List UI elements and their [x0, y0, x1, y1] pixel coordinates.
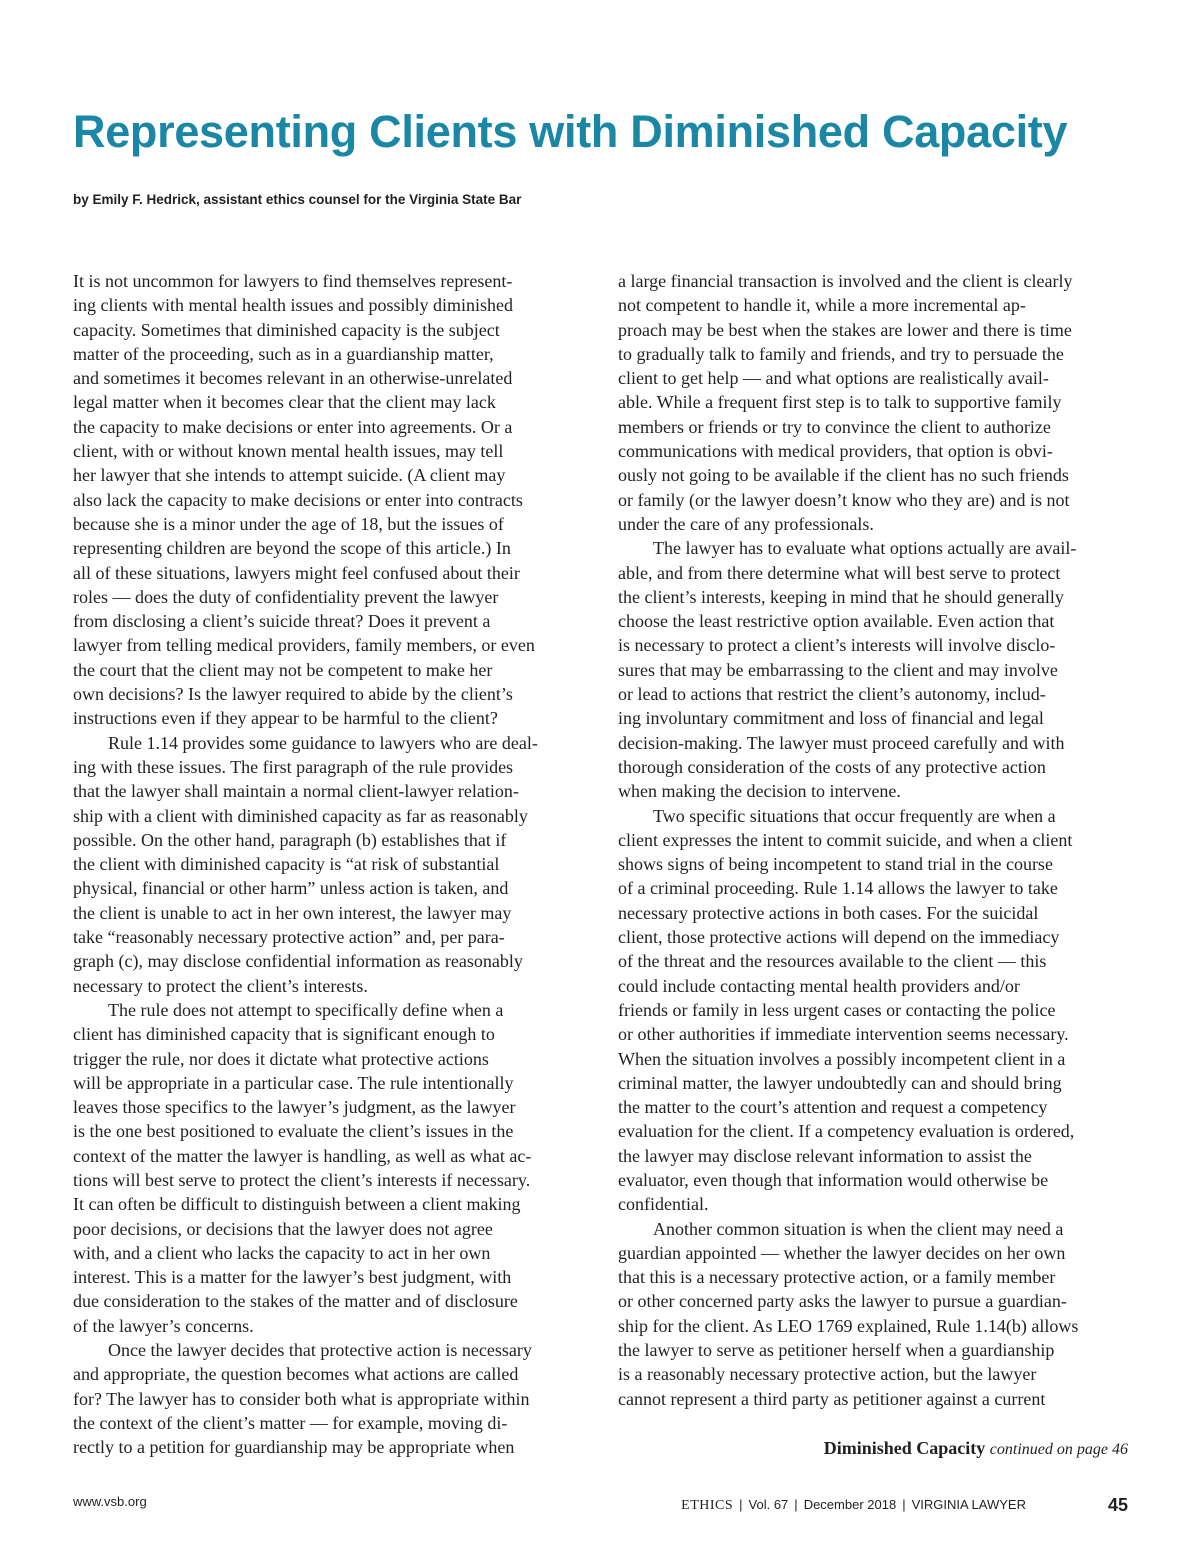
text-line: also lack the capacity to make decisions or enter into contracts [73, 489, 523, 510]
continuation-label: Diminished Capacity [823, 1438, 986, 1458]
text-line: ship with a client with diminished capacity as far as reasonably [73, 805, 528, 826]
article-title: Representing Clients with Diminished Capacity [73, 106, 1068, 157]
text-line: that the lawyer shall maintain a normal client-lawyer relation- [73, 781, 519, 802]
text-line: is a reasonably necessary protective action, but the lawyer [618, 1364, 1037, 1385]
text-line: representing children are beyond the scope of this article.) In [73, 538, 511, 559]
text-line: is the one best positioned to evaluate the client’s issues in the [73, 1121, 514, 1142]
text-line: matter of the proceeding, such as in a guardianship matter, [73, 343, 494, 364]
footer-separator: | [794, 1497, 798, 1512]
text-line: client, with or without known mental health issues, may tell [73, 441, 504, 462]
text-line: the court that the client may not be competent to make her [73, 659, 493, 680]
text-line: could include contacting mental health providers and/or [618, 975, 1020, 996]
text-line: It can often be difficult to distinguish between a client making [73, 1194, 521, 1215]
text-line: the client’s interests, keeping in mind that he should generally [618, 586, 1064, 607]
text-line: is necessary to protect a client’s interests will involve disclo- [618, 635, 1056, 656]
text-line: sures that may be embarrassing to the client and may involve [618, 659, 1058, 680]
text-line: the matter to the court’s attention and request a competency [618, 1097, 1048, 1118]
footer-separator: | [902, 1497, 906, 1512]
text-line: The rule does not attempt to specifically define when a [108, 999, 504, 1020]
text-line: necessary to protect the client’s interests. [73, 975, 368, 996]
paragraph [73, 731, 585, 998]
text-line: lawyer from telling medical providers, family members, or even [73, 635, 535, 656]
text-line: a large financial transaction is involved and the client is clearly [618, 271, 1073, 291]
page-number: 45 [1107, 1495, 1128, 1515]
text-line: when making the decision to intervene. [618, 781, 901, 802]
text-line: client expresses the intent to commit suicide, and when a client [618, 829, 1073, 850]
paragraph [618, 536, 1130, 803]
paragraph [73, 998, 585, 1338]
text-line: take “reasonably necessary protective action” and, per para- [73, 927, 505, 948]
text-line: Two specific situations that occur frequently are when a [653, 805, 1056, 826]
footer-separator: | [739, 1497, 743, 1512]
text-line: under the care of any professionals. [618, 513, 874, 534]
text-line: members or friends or try to convince the client to authorize [618, 416, 1051, 437]
text-line: or lead to actions that restrict the client’s autonomy, includ- [618, 684, 1046, 705]
text-line: own decisions? Is the lawyer required to abide by the client’s [73, 684, 513, 705]
paragraph [618, 1217, 1130, 1411]
text-line: or other authorities if immediate intervention seems necessary. [618, 1024, 1069, 1045]
text-line: choose the least restrictive option available. Even action that [618, 611, 1055, 632]
text-line: guardian appointed — whether the lawyer decides on her own [618, 1242, 1066, 1263]
text-line: friends or family in less urgent cases or contacting the police [618, 999, 1056, 1020]
text-line: trigger the rule, nor does it dictate what protective actions [73, 1048, 489, 1069]
text-line: from disclosing a client’s suicide threat? Does it prevent a [73, 611, 491, 632]
text-line: and appropriate, the question becomes what actions are called [73, 1364, 519, 1385]
text-line: due consideration to the stakes of the matter and of disclosure [73, 1291, 518, 1312]
text-line: roles — does the duty of confidentiality prevent the lawyer [73, 586, 499, 607]
text-line: necessary protective actions in both cases. For the suicidal [618, 902, 1039, 923]
text-line: communications with medical providers, that option is obvi- [618, 441, 1053, 462]
text-line: client has diminished capacity that is significant enough to [73, 1024, 495, 1045]
right-column [618, 269, 1130, 1411]
text-line: client, those protective actions will depend on the immediacy [618, 927, 1060, 948]
text-line: poor decisions, or decisions that the lawyer does not agree [73, 1218, 493, 1239]
text-line: Another common situation is when the client may need a [653, 1218, 1064, 1239]
paragraph [618, 804, 1130, 1217]
text-line: tions will best serve to protect the client’s interests if necessary. [73, 1169, 531, 1190]
text-line: legal matter when it becomes clear that the client may lack [73, 392, 496, 413]
text-line: not competent to handle it, while a more incremental ap- [618, 295, 1026, 316]
text-line: her lawyer that she intends to attempt suicide. (A client may [73, 465, 506, 486]
text-line: ing clients with mental health issues and possibly diminished [73, 295, 513, 316]
text-line: ously not going to be available if the client has no such friends [618, 465, 1069, 486]
text-line: physical, financial or other harm” unless action is taken, and [73, 878, 509, 899]
text-line: When the situation involves a possibly incompetent client in a [618, 1048, 1066, 1069]
text-line: thorough consideration of the costs of any protective action [618, 756, 1046, 777]
footer-volume: Vol. 67 [748, 1497, 789, 1512]
text-line: evaluation for the client. If a competency evaluation is ordered, [618, 1121, 1075, 1142]
footer-running-head [681, 1493, 1128, 1514]
text-line: instructions even if they appear to be harmful to the client? [73, 708, 498, 729]
text-line: the context of the client’s matter — for example, moving di- [73, 1412, 508, 1433]
left-column [73, 269, 585, 1460]
text-line: of a criminal proceeding. Rule 1.14 allows the lawyer to take [618, 878, 1058, 899]
text-line: able. While a frequent first step is to talk to supportive family [618, 392, 1062, 413]
text-line: with, and a client who lacks the capacity to act in her own [73, 1242, 491, 1263]
text-line: ship for the client. As LEO 1769 explained, Rule 1.14(b) allows [618, 1315, 1079, 1336]
footer-section: ETHICS [681, 1498, 734, 1513]
text-line: decision-making. The lawyer must proceed carefully and with [618, 732, 1065, 753]
text-line: ing involuntary commitment and loss of financial and legal [618, 708, 1044, 729]
text-line: graph (c), may disclose confidential information as reasonably [73, 951, 523, 972]
footer-website: www.vsb.org [73, 1494, 147, 1509]
text-line: the lawyer may disclose relevant information to assist the [618, 1145, 1032, 1166]
text-line: the client with diminished capacity is “at risk of substantial [73, 854, 500, 875]
text-line: client to get help — and what options are realistically avail- [618, 368, 1049, 389]
text-line: because she is a minor under the age of 18, but the issues of [73, 513, 504, 534]
text-line: will be appropriate in a particular case. The rule intentionally [73, 1072, 514, 1093]
text-line: proach may be best when the stakes are lower and there is time [618, 319, 1072, 340]
text-line: leaves those specifics to the lawyer’s judgment, as the lawyer [73, 1097, 516, 1118]
continuation-note [824, 1436, 1128, 1462]
footer-publication: VIRGINIA LAWYER [911, 1497, 1026, 1512]
text-line: that this is a necessary protective action, or a family member [618, 1267, 1056, 1288]
text-line: context of the matter the lawyer is handling, as well as what ac- [73, 1145, 532, 1166]
text-line: the lawyer to serve as petitioner herself when a guardianship [618, 1340, 1055, 1361]
text-line: criminal matter, the lawyer undoubtedly can and should bring [618, 1072, 1062, 1093]
text-line: shows signs of being incompetent to stand trial in the course [618, 854, 1053, 875]
text-line: to gradually talk to family and friends, and try to persuade the [618, 343, 1064, 364]
text-line: for? The lawyer has to consider both what is appropriate within [73, 1388, 530, 1409]
footer-date: December 2018 [803, 1497, 897, 1512]
text-line: possible. On the other hand, paragraph (b) establishes that if [73, 829, 507, 850]
text-line: evaluator, even though that information would otherwise be [618, 1169, 1049, 1190]
text-line: or family (or the lawyer doesn’t know who they are) and is not [618, 489, 1070, 510]
text-line: capacity. Sometimes that diminished capacity is the subject [73, 319, 500, 340]
text-line: and sometimes it becomes relevant in an otherwise-unrelated [73, 368, 513, 389]
text-line: confidential. [618, 1194, 709, 1215]
text-line: It is not uncommon for lawyers to find themselves represent- [73, 271, 513, 291]
paragraph [618, 269, 1130, 536]
text-line: all of these situations, lawyers might feel confused about their [73, 562, 520, 583]
text-line: able, and from there determine what will best serve to protect [618, 562, 1061, 583]
text-line: of the lawyer’s concerns. [73, 1315, 254, 1336]
paragraph [73, 1338, 585, 1459]
text-line: Once the lawyer decides that protective action is necessary [108, 1340, 532, 1361]
text-line: The lawyer has to evaluate what options actually are avail- [653, 538, 1077, 559]
text-line: the capacity to make decisions or enter into agreements. Or a [73, 416, 513, 437]
text-line: rectly to a petition for guardianship may be appropriate when [73, 1437, 515, 1458]
text-line: cannot represent a third party as petitioner against a current [618, 1388, 1046, 1409]
paragraph [73, 269, 585, 731]
text-line: the client is unable to act in her own interest, the lawyer may [73, 902, 512, 923]
text-line: Rule 1.14 provides some guidance to lawyers who are deal- [108, 732, 538, 753]
text-line: interest. This is a matter for the lawyer’s best judgment, with [73, 1267, 512, 1288]
text-line: or other concerned party asks the lawyer to pursue a guardian- [618, 1291, 1067, 1312]
continuation-page: continued on page 46 [989, 1441, 1128, 1458]
text-line: ing with these issues. The first paragraph of the rule provides [73, 756, 514, 777]
article-byline: by Emily F. Hedrick, assistant ethics counsel for the Virginia State Bar [73, 192, 522, 207]
text-line: of the threat and the resources available to the client — this [618, 951, 1047, 972]
